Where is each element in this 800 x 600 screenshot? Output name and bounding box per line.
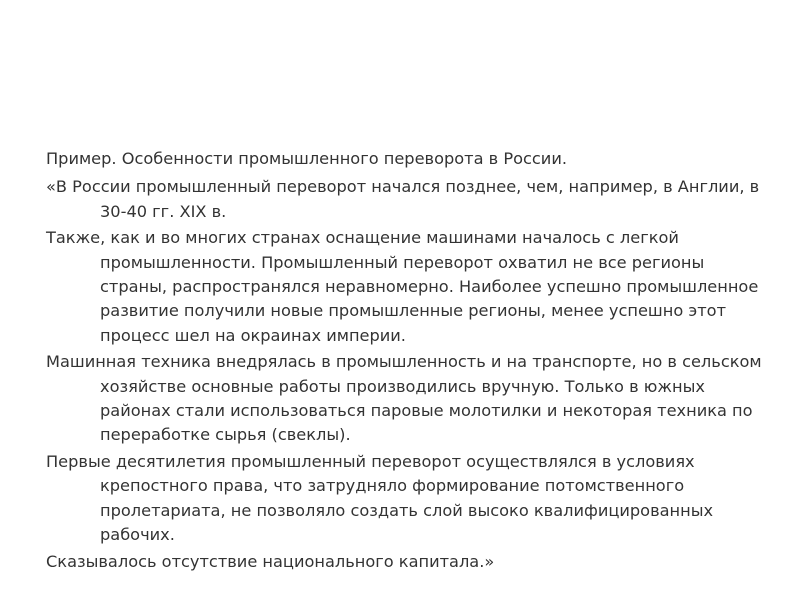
paragraph-start-date: «В России промышленный переворот начался позднее, чем, например, в Англии, в 30-40 гг. XIX в.	[46, 177, 760, 221]
paragraph-serfdom: Первые десятилетия промышленный переворот осуществлялся в условиях крепостного права, что затрудняло формирование потомственного пролетариата, не позволяло создать слой высоко квалифицированных рабочих.	[46, 451, 714, 545]
paragraph-capital: Сказывалось отсутствие национального капитала.»	[46, 551, 495, 571]
paragraph-light-industry: Также, как и во многих странах оснащение машинами началось с легкой промышленности. Промышленный переворот охватил не все регионы страны, распространялся неравномерно. Наиболее успешно промышленное развитие получили новые промышленные регионы, менее успешно этот процесс шел на окраинах империи.	[46, 228, 759, 345]
paragraph-machinery: Машинная техника внедрялась в промышленность и на транспорте, но в сельском хозяйстве основные работы производились вручную. Только в южных районах стали использоваться паровые молотилки и некоторая техника по переработке сырья (свеклы).	[46, 352, 762, 445]
slide-body	[46, 147, 766, 576]
slide-heading-paragraph: Пример. Особенности промышленного переворота в России.	[46, 149, 567, 168]
